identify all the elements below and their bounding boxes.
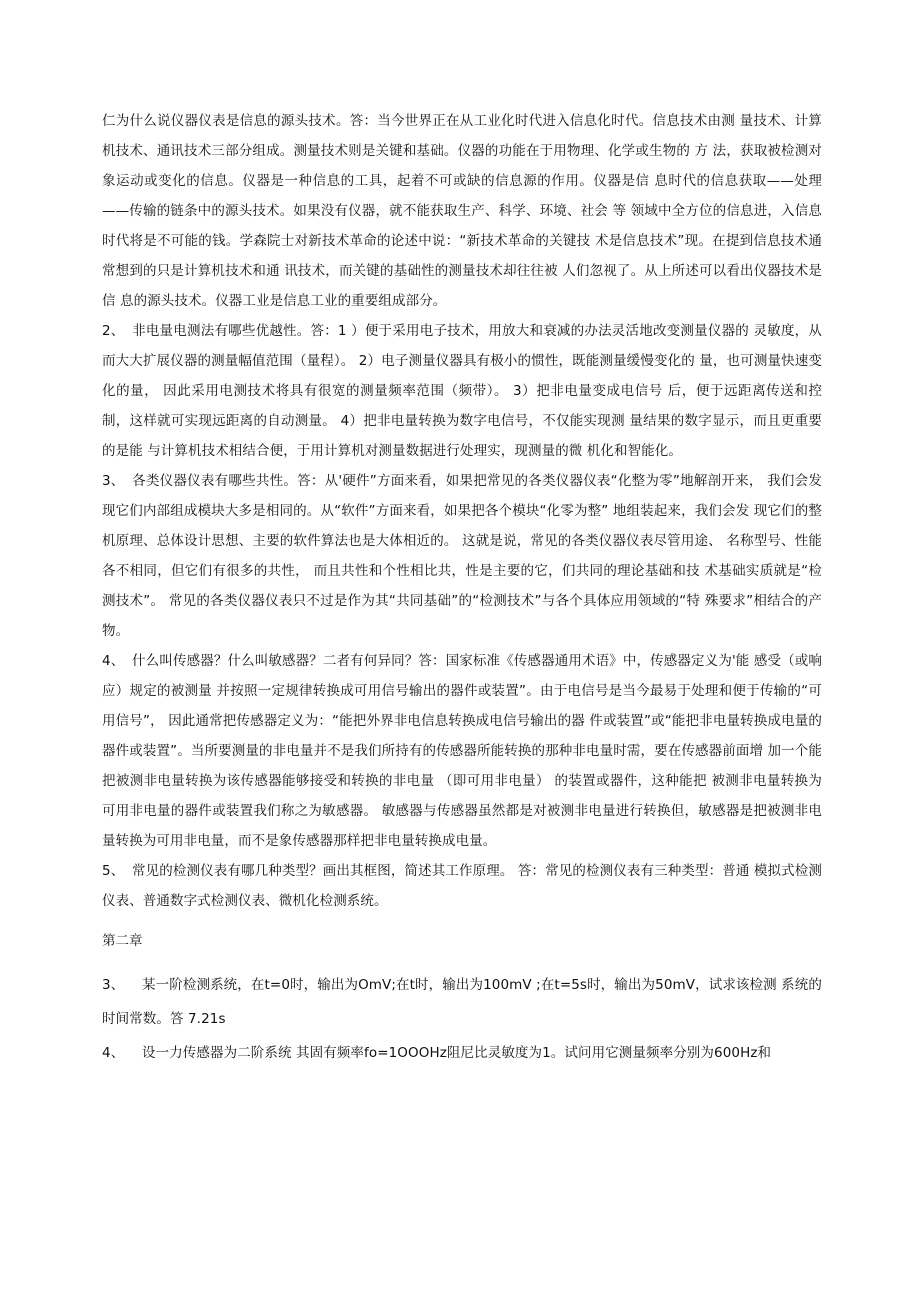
chapter-heading: 第二章 — [102, 933, 143, 949]
question-number: 4、 — [102, 653, 125, 669]
paragraph-q2 — [102, 316, 822, 466]
question-text: 各类仪器仪表有哪些共性。答：从'硬件”方面来看，如果把常见的各类仪器仪表“化整为零”地解剖开来， 我们会发现它们内部组成模块大多是相同的。从“软件”方面来看，如果把各个模块“化零为整” 地组装起来，我们会发 现它们的整机原理、总体设计思想、主要的软件算法也是大体相近的。 这就是说，常见的各类仪器仪表尽管用途、 名称型号、性能各不相同，但它们有很多的共性， 而且共性和个性相比共，性是主要的它，们共同的理论基础和技 术基础实质就是“检测技术”。 常见的各类仪器仪表只不过是作为其“共同基础”的“检测技术”与各个具体应用领域的“特 殊要求”相结合的产物。 — [102, 473, 822, 639]
question-text: 什么叫传感器？什么叫敏感器？二者有何异同？答：国家标准《传感器通用术语》中，传感器定义为'能 感受（或响应）规定的被测量 并按照一定规律转换成可用信号输出的器件或装置”。由于电信号是当今最易于处理和便于传输的“可用信号”， 因此通常把传感器定义为：“能把外界非电信息转换成电信号输出的器 件或装置”或“能把非电量转换成电量的 器件或装置”。当所要测量的非电量并不是我们所持有的传感器所能转换的那种非电量时需，要在传感器前面增 加一个能把被测非电量转换为该传感器能够接受和转换的非电量 （即可用非电量） 的装置或器件，这种能把 被测非电量转换为可用非电量的器件或装置我们称之为敏感器。 敏感器与传感器虽然都是对被测非电量进行转换但，敏感器是把被测非电量转换为可用非电量，而不是象传感器那样把非电量转换成电量。 — [102, 653, 822, 849]
paragraph-q5 — [102, 856, 822, 916]
paragraph-q3 — [102, 466, 822, 646]
question-number: 5、 — [102, 863, 125, 879]
question-number: 2、 — [102, 323, 125, 339]
paragraph-q1: 仁为什么说仪器仪表是信息的源头技术。答：当今世界正在从工业化时代进入信息化时代。信息技术由测 量技术、计算机技术、通讯技术三部分组成。测量技术则是关键和基础。仪器的功能在于用物理、化学或生物的 方 法，获取被检测对象运动或变化的信息。仪器是一种信息的工具，起着不可或缺的信息源的作用。仪器是信 息时代的信息获取——处理——传输的链条中的源头技术。如果没有仪器，就不能获取生产、科学、环境、社会 等 领域中全方位的信息进，入信息时代将是不可能的钱。学森院士对新技术革命的论述中说：“新技术革命的关键技 术是信息技术”现。在提到信息技术通常想到的只是计算机技术和通 讯技术，而关键的基础性的测量技术却往往被 人们忽视了。从上所述可以看出仪器技术是信 息的源头技术。仪器工业是信息工业的重要组成部分。 — [102, 113, 822, 309]
question-text: 某一阶检测系统，在t=0时，输出为OmV;在t时，输出为100mV ;在t=5s时，输出为50mV，试求该检测 系统的时间常数。答 7.21s — [102, 977, 822, 1027]
question-text: 设一力传感器为二阶系统 其固有频率fo=1OOOHz阻尼比灵敏度为1。试问用它测量频率分别为600Hz和 — [142, 1045, 772, 1061]
question-text: 常见的检测仪表有哪几种类型？画出其框图，简述其工作原理。 答：常见的检测仪表有三种类型：普通 模拟式检测仪表、普通数字式检测仪表、微机化检测系统。 — [102, 863, 822, 909]
paragraph-c2-q4 — [102, 1036, 822, 1070]
paragraph-c2-q3 — [102, 968, 822, 1036]
question-number: 3、 — [102, 473, 125, 489]
question-text: 非电量电测法有哪些优越性。答：1 ）便于采用电子技术，用放大和衰减的办法灵活地改变测量仪器的 灵敏度，从而大大扩展仪器的测量幅值范围（量程）。 2）电子测量仪器具有极小的惯性，既能测量缓慢变化的 量，也可测量快速变化的量， 因此采用电测技术将具有很宽的测量频率范围（频带）。 3）把非电量变成电信号 后，便于远距离传送和控制，这样就可实现远距离的自动测量。 4）把非电量转换为数字电信号，不仅能实现测 量结果的数字显示，而且更重要的是能 与计算机技术相结合便，于用计算机对测量数据进行处理实，现测量的微 机化和智能化。 — [102, 323, 822, 459]
question-number: 4、 — [102, 1045, 125, 1061]
paragraph-q4 — [102, 646, 822, 856]
question-number: 3、 — [102, 977, 125, 993]
